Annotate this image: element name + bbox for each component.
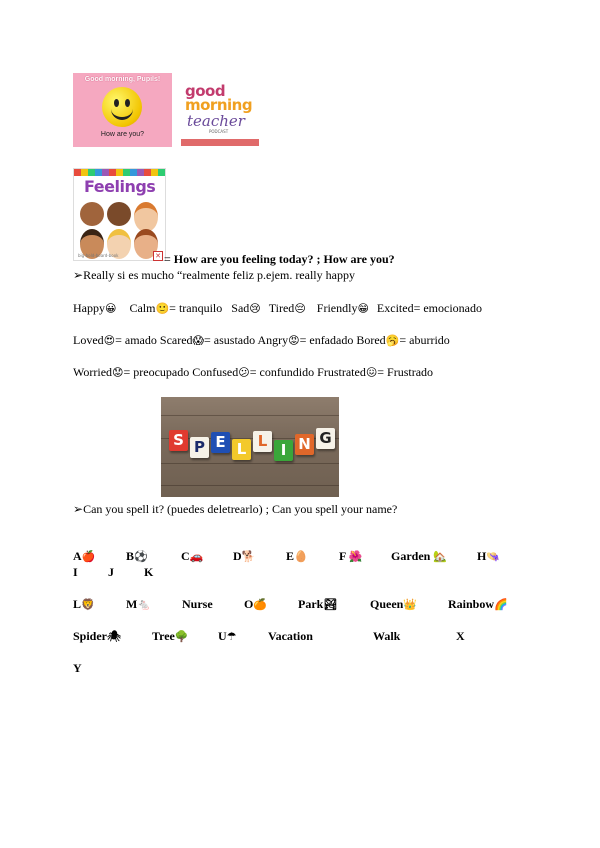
feeling-meaning: = emocionado bbox=[413, 301, 482, 315]
feeling-meaning: = amado bbox=[115, 333, 157, 347]
letter-block: G bbox=[316, 428, 335, 449]
child-face-icon bbox=[80, 202, 104, 226]
logo-bar bbox=[181, 139, 259, 146]
alphabet-item: D🐕 bbox=[233, 549, 256, 563]
letter-block: I bbox=[274, 440, 293, 461]
feeling-meaning: = confundido bbox=[249, 365, 315, 379]
umbrella-icon: ☂ bbox=[226, 630, 237, 643]
feeling-word: Worried bbox=[73, 365, 113, 379]
letter-block: L bbox=[253, 431, 272, 452]
letter-block: S bbox=[169, 430, 188, 451]
spell-text: Can you spell it? (puedes deletrearlo) ; Can you spell your name? bbox=[83, 502, 398, 516]
tree-icon: 🌳 bbox=[174, 630, 189, 643]
alphabet-item: F 🌺 bbox=[339, 549, 363, 563]
child-face-icon bbox=[134, 202, 158, 232]
feeling-word: Calm bbox=[129, 301, 156, 315]
alphabet-item: X bbox=[456, 629, 465, 643]
scared-emoji-icon: 😱 bbox=[192, 334, 205, 347]
image-marker-icon: ✕ bbox=[153, 251, 163, 261]
really-note bbox=[73, 268, 355, 282]
feelings-book-image bbox=[73, 168, 166, 261]
feeling-meaning: = aburrido bbox=[399, 333, 450, 347]
feeling-meaning: = Frustrado bbox=[377, 365, 434, 379]
rainbow-icon: 🌈 bbox=[494, 598, 508, 611]
hat-icon: 👒 bbox=[486, 550, 501, 563]
alphabet-item: L🦁 bbox=[73, 597, 95, 611]
card-question: How are you? bbox=[100, 131, 145, 138]
lion-icon: 🦁 bbox=[81, 598, 95, 611]
book-title: Feelings bbox=[84, 177, 156, 196]
alphabet-item: M🐁 bbox=[126, 597, 152, 611]
alphabet-item: U☂ bbox=[218, 629, 237, 643]
alphabet-item: Nurse bbox=[182, 597, 213, 611]
loved-emoji-icon: 😍 bbox=[103, 334, 116, 347]
alphabet-item: E🥚 bbox=[286, 549, 308, 563]
house-icon: 🏡 bbox=[433, 550, 448, 563]
flower-icon: 🌺 bbox=[348, 550, 363, 563]
alphabet-item: C🚗 bbox=[181, 549, 204, 563]
logo-line-4: PODCAST bbox=[209, 129, 229, 134]
alphabet-item: J bbox=[108, 565, 114, 579]
feelings-row bbox=[73, 301, 482, 316]
equals-sign: = bbox=[164, 252, 171, 266]
feelings-row bbox=[73, 365, 433, 380]
child-face-icon bbox=[107, 202, 131, 226]
sad-emoji-icon: 😢 bbox=[249, 302, 261, 315]
feeling-word: Tired bbox=[268, 301, 295, 315]
feeling-word: Sad bbox=[231, 301, 250, 315]
letter-block: E bbox=[211, 432, 230, 453]
logo-line-1: good bbox=[185, 82, 226, 100]
feeling-word: Angry bbox=[257, 333, 289, 347]
park-icon: 🏞 bbox=[323, 598, 338, 611]
alphabet-item: H👒 bbox=[477, 549, 501, 563]
arrow-bullet-icon: ➢ bbox=[73, 502, 84, 516]
alphabet-item: Spider🕷 bbox=[73, 629, 121, 643]
alphabet-item: Rainbow🌈 bbox=[448, 597, 508, 611]
feeling-meaning: = preocupado bbox=[123, 365, 190, 379]
alphabet-item: Vacation bbox=[268, 629, 313, 643]
alphabet-item: Queen👑 bbox=[370, 597, 418, 611]
alphabet-item: I bbox=[73, 565, 78, 579]
soccer-ball-icon: ⚽ bbox=[134, 550, 148, 563]
bored-emoji-icon: 🥱 bbox=[385, 334, 400, 347]
feeling-word: Confused bbox=[192, 365, 239, 379]
feeling-word: Scared bbox=[159, 333, 193, 347]
spell-prompt bbox=[73, 502, 397, 516]
feeling-meaning: = tranquilo bbox=[169, 301, 223, 315]
crown-icon: 👑 bbox=[403, 598, 418, 611]
alphabet-item: Walk bbox=[373, 629, 401, 643]
alphabet-item: Garden 🏡 bbox=[391, 549, 448, 563]
alphabet-item: Park🏞 bbox=[298, 597, 338, 611]
friendly-emoji-icon: 😁 bbox=[357, 302, 369, 315]
smiley-face-icon bbox=[102, 87, 142, 127]
angry-emoji-icon: 😡 bbox=[288, 334, 300, 347]
logo-line-3: teacher bbox=[187, 112, 245, 130]
alphabet-item: K bbox=[144, 565, 154, 579]
feeling-meaning: = asustado bbox=[204, 333, 256, 347]
happy-emoji-icon: 😀 bbox=[105, 302, 117, 315]
letter-block: P bbox=[190, 437, 209, 458]
worried-emoji-icon: 😟 bbox=[112, 366, 124, 379]
alphabet-item: O🍊 bbox=[244, 597, 268, 611]
feeling-word: Friendly bbox=[316, 301, 358, 315]
arrow-bullet-icon: ➢ bbox=[73, 268, 84, 282]
letter-block: L bbox=[232, 439, 251, 460]
calm-emoji-icon: 🙂 bbox=[155, 302, 170, 315]
alphabet-item: Tree🌳 bbox=[152, 629, 189, 643]
good-morning-card-image bbox=[73, 73, 172, 147]
question-line bbox=[164, 252, 395, 266]
card-greeting: Good morning, Pupils! bbox=[84, 76, 161, 83]
book-caption: big-bold-board-book bbox=[78, 253, 119, 258]
spider-icon: 🕷 bbox=[107, 630, 121, 643]
alphabet-item: Y bbox=[73, 661, 82, 675]
tired-emoji-icon: 😔 bbox=[294, 302, 306, 315]
feeling-word: Excited bbox=[376, 301, 414, 315]
feeling-meaning: = enfadado bbox=[299, 333, 354, 347]
mouse-icon: 🐁 bbox=[137, 598, 152, 611]
egg-icon: 🥚 bbox=[294, 550, 308, 563]
logo-line-2: morning bbox=[185, 96, 253, 114]
feeling-word: Frustrated bbox=[317, 365, 366, 379]
spelling-blocks-image bbox=[161, 397, 339, 497]
feeling-word: Happy bbox=[73, 301, 105, 315]
orange-icon: 🍊 bbox=[253, 598, 268, 611]
feelings-row bbox=[73, 333, 450, 348]
good-morning-teacher-logo bbox=[181, 84, 261, 148]
color-strip bbox=[74, 169, 165, 176]
apple-icon: 🍎 bbox=[81, 550, 96, 563]
confused-emoji-icon: 😕 bbox=[238, 366, 250, 379]
really-text: Really si es mucho “realmente feliz p.ejem. really happy bbox=[83, 268, 355, 282]
feeling-word: Loved bbox=[73, 333, 104, 347]
feeling-word: Bored bbox=[356, 333, 386, 347]
letter-block: N bbox=[295, 434, 314, 455]
dog-icon: 🐕 bbox=[241, 550, 256, 563]
alphabet-item: A🍎 bbox=[73, 549, 96, 563]
alphabet-item: B⚽ bbox=[126, 549, 148, 563]
question-text: How are you feeling today? ; How are you? bbox=[173, 252, 395, 266]
car-icon: 🚗 bbox=[189, 550, 204, 563]
frustrated-emoji-icon: 😖 bbox=[365, 366, 378, 379]
